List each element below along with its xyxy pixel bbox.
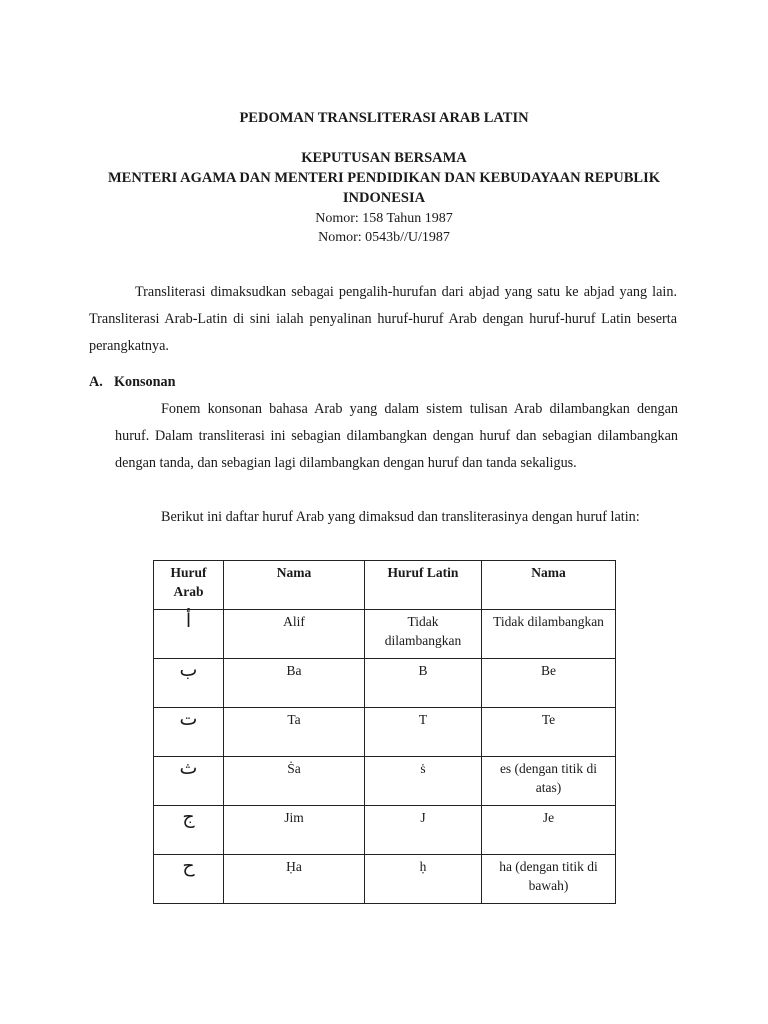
cell-latin: J (365, 806, 482, 855)
cell-arab: ج (154, 806, 224, 855)
cell-nama-latin: es (dengan titik di atas) (482, 757, 616, 806)
cell-nama-latin: Te (482, 708, 616, 757)
decree-number-2: Nomor: 0543b//U/1987 (318, 230, 450, 245)
cell-arab: ح (154, 855, 224, 904)
konsonan-text-2: Berikut ini daftar huruf Arab yang dimaksud dan transliterasinya dengan huruf latin: (161, 509, 640, 525)
cell-latin: ṡ (365, 757, 482, 806)
cell-nama-latin: Be (482, 659, 616, 708)
section-a-heading (89, 372, 176, 392)
cell-arab: ب (154, 659, 224, 708)
document-title: PEDOMAN TRANSLITERASI ARAB LATIN (239, 110, 529, 126)
cell-nama: Jim (224, 806, 365, 855)
section-a-letter: A. (89, 374, 103, 390)
decree-country-line: INDONESIA (342, 190, 426, 206)
header-huruf-arab: Huruf Arab (154, 561, 224, 610)
cell-nama: Ḥa (224, 855, 365, 904)
cell-latin: B (365, 659, 482, 708)
header-nama: Nama (224, 561, 365, 610)
table-row (154, 806, 616, 855)
table-header-row (154, 561, 616, 610)
table-row (154, 855, 616, 904)
cell-latin: ḥ (365, 855, 482, 904)
header-huruf-latin: Huruf Latin (365, 561, 482, 610)
table-row (154, 659, 616, 708)
cell-latin: Tidak dilambangkan (365, 610, 482, 659)
table-row (154, 610, 616, 659)
section-a-title: Konsonan (114, 374, 176, 390)
cell-arab: أ (154, 610, 224, 659)
cell-nama-latin: Tidak dilambangkan (482, 610, 616, 659)
konsonan-paragraph-2 (115, 504, 678, 531)
intro-paragraph (89, 279, 677, 360)
cell-nama: Ta (224, 708, 365, 757)
cell-nama: Ṡa (224, 757, 365, 806)
decree-heading: KEPUTUSAN BERSAMA (301, 150, 467, 166)
table-row (154, 757, 616, 806)
cell-arab: ث (154, 757, 224, 806)
cell-nama: Alif (224, 610, 365, 659)
decree-number-1: Nomor: 158 Tahun 1987 (315, 211, 453, 226)
cell-latin: T (365, 708, 482, 757)
cell-arab: ت (154, 708, 224, 757)
cell-nama-latin: ha (dengan titik di bawah) (482, 855, 616, 904)
konsonan-text-1: Fonem konsonan bahasa Arab yang dalam sistem tulisan Arab dilambangkan dengan huruf. Dalam transliterasi ini sebagian dilambangkan dengan huruf dan sebagian dilambangkan dengan tanda, dan sebagian lagi dilambangkan dengan huruf dan tanda sekaligus. (115, 401, 678, 471)
table-row (154, 708, 616, 757)
cell-nama-latin: Je (482, 806, 616, 855)
konsonan-paragraph-1 (115, 396, 678, 477)
intro-text: Transliterasi dimaksudkan sebagai pengalih-hurufan dari abjad yang satu ke abjad yang lain. Transliterasi Arab-Latin di sini ialah penyalinan huruf-huruf Arab dengan huruf-huruf Latin beserta perangkatnya. (89, 284, 677, 354)
header-nama-latin: Nama (482, 561, 616, 610)
cell-nama: Ba (224, 659, 365, 708)
decree-ministers-line: MENTERI AGAMA DAN MENTERI PENDIDIKAN DAN KEBUDAYAAN REPUBLIK (108, 170, 660, 186)
transliteration-table (153, 560, 616, 904)
